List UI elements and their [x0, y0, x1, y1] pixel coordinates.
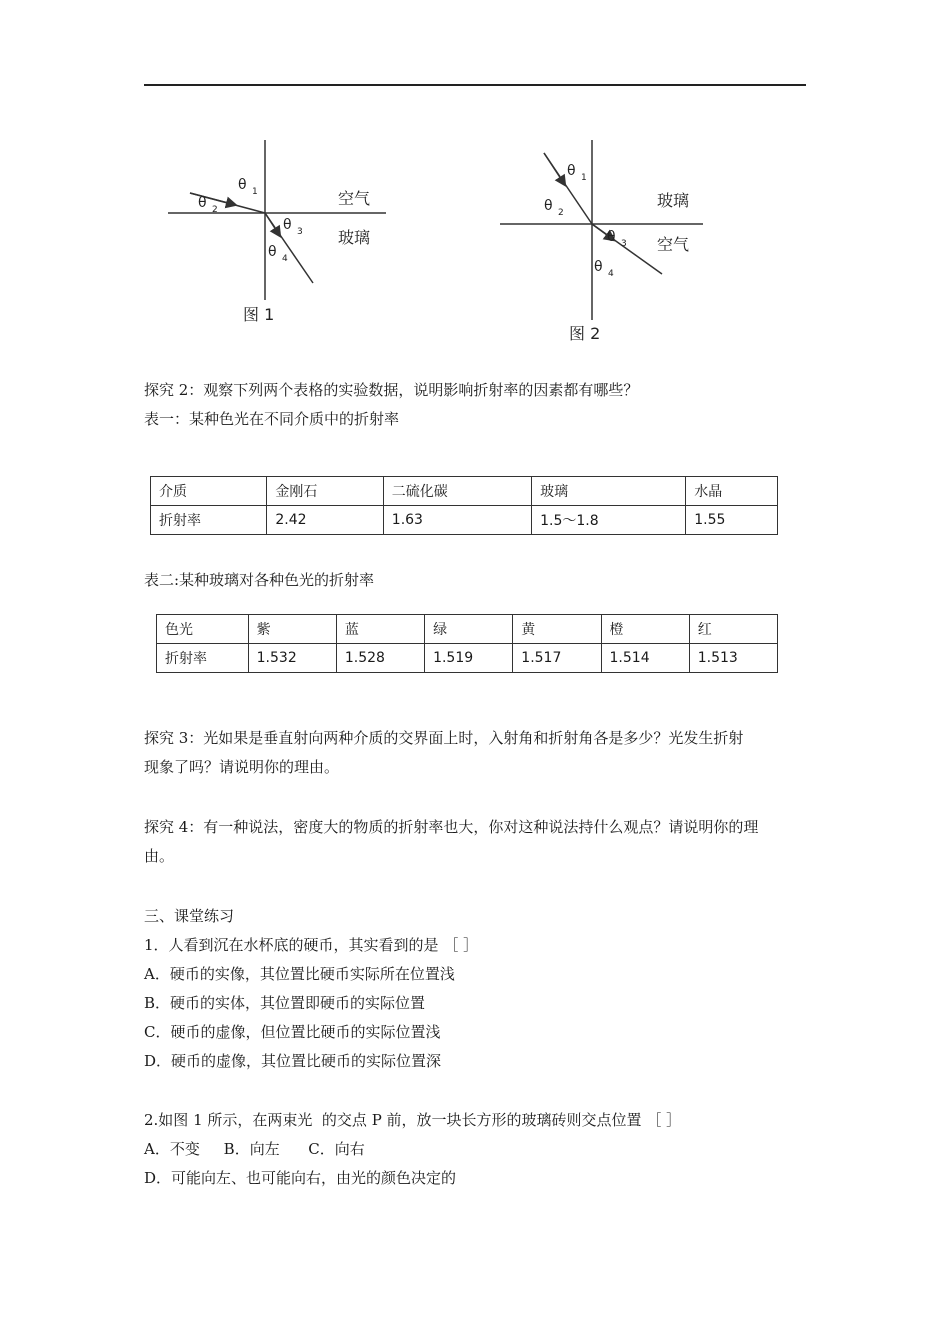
figure-caption: 图 2	[569, 324, 601, 343]
table-cell: 折射率	[151, 506, 267, 535]
table-1	[150, 476, 778, 535]
table-cell: 1.528	[336, 644, 424, 673]
table-cell: 色光	[157, 615, 249, 644]
figure-1	[160, 135, 400, 330]
svg-text:2: 2	[212, 205, 218, 215]
table-cell: 红	[689, 615, 777, 644]
theta2-label: θ	[544, 198, 553, 214]
paragraph-line: 现象了吗？请说明你的理由。	[144, 758, 340, 776]
paragraph-line: 探究 3：光如果是垂直射向两种介质的交界面上时，入射角和折射角各是多少？光发生折射	[144, 729, 744, 747]
table-cell: 1.63	[383, 506, 531, 535]
table-cell: 绿	[425, 615, 513, 644]
table-cell: 1.5～1.8	[532, 506, 686, 535]
table-cell: 二硫化碳	[383, 477, 531, 506]
table-cell: 1.514	[601, 644, 689, 673]
medium-bottom-label: 空气	[657, 235, 690, 254]
question-1-option-c: C．硬币的虚像，但位置比硬币的实际位置浅	[144, 1023, 441, 1041]
table-cell: 紫	[248, 615, 336, 644]
table-row	[157, 644, 778, 673]
table-cell: 介质	[151, 477, 267, 506]
table-2-title: 表二:某种玻璃对各种色光的折射率	[144, 571, 375, 589]
table-cell: 橙	[601, 615, 689, 644]
question-2-options: A．不变 B．向左 C．向右	[144, 1140, 365, 1158]
figure-caption: 图 1	[243, 305, 275, 324]
question-1-option-a: A．硬币的实像，其位置比硬币实际所在位置浅	[144, 965, 455, 983]
svg-text:1: 1	[252, 187, 258, 197]
table-cell: 1.513	[689, 644, 777, 673]
theta3-label: θ	[607, 229, 616, 245]
svg-text:2: 2	[558, 208, 564, 218]
table-2-heading	[144, 566, 809, 595]
table-1-title: 表一：某种色光在不同介质中的折射率	[144, 410, 400, 428]
medium-top-label: 空气	[338, 189, 371, 208]
theta3-label: θ	[283, 217, 292, 233]
paragraph-line: 探究 4：有一种说法，密度大的物质的折射率也大，你对这种说法持什么观点？请说明你的理	[144, 818, 759, 836]
table-cell: 1.532	[248, 644, 336, 673]
svg-text:4: 4	[608, 269, 614, 279]
svg-text:1: 1	[581, 173, 587, 183]
theta4-label: θ	[594, 259, 603, 275]
theta4-label: θ	[268, 244, 277, 260]
svg-text:3: 3	[297, 227, 303, 237]
table-row	[151, 477, 778, 506]
figure-2	[495, 135, 725, 350]
table-row	[157, 615, 778, 644]
medium-bottom-label: 玻璃	[338, 228, 371, 247]
theta2-label: θ	[198, 195, 207, 211]
svg-text:4: 4	[282, 254, 288, 264]
inquiry-2	[144, 376, 809, 434]
table-2	[156, 614, 778, 673]
inquiry-4	[144, 813, 809, 871]
question-2	[144, 1106, 809, 1193]
table-cell: 1.519	[425, 644, 513, 673]
question-2-stem: 2.如图 1 所示，在两束光 的交点 P 前，放一块长方形的玻璃砖则交点位置 ［ ］	[144, 1111, 682, 1129]
table-cell: 1.517	[513, 644, 601, 673]
question-1-option-d: D．硬币的虚像，其位置比硬币的实际位置深	[144, 1052, 442, 1070]
section-heading: 三、课堂练习	[144, 907, 235, 925]
table-cell: 蓝	[336, 615, 424, 644]
svg-text:3: 3	[621, 239, 627, 249]
medium-top-label: 玻璃	[657, 191, 690, 210]
inquiry-2-question: 探究 2：观察下列两个表格的实验数据，说明影响折射率的因素都有哪些？	[144, 381, 639, 399]
table-cell: 黄	[513, 615, 601, 644]
table-cell: 1.55	[686, 506, 778, 535]
header-rule	[144, 84, 806, 86]
table-cell: 玻璃	[532, 477, 686, 506]
question-1-option-b: B．硬币的实体，其位置即硬币的实际位置	[144, 994, 426, 1012]
question-1-stem: 1．人看到沉在水杯底的硬币，其实看到的是 ［ ］	[144, 936, 479, 954]
table-row	[151, 506, 778, 535]
inquiry-3	[144, 724, 809, 782]
question-2-option-d: D．可能向左、也可能向右，由光的颜色决定的	[144, 1169, 457, 1187]
table-cell: 水晶	[686, 477, 778, 506]
practice-section	[144, 902, 809, 1076]
paragraph-line: 由。	[144, 847, 175, 865]
table-cell: 金刚石	[267, 477, 383, 506]
theta1-label: θ	[567, 163, 576, 179]
table-cell: 折射率	[157, 644, 249, 673]
theta1-label: θ	[238, 177, 247, 193]
table-cell: 2.42	[267, 506, 383, 535]
